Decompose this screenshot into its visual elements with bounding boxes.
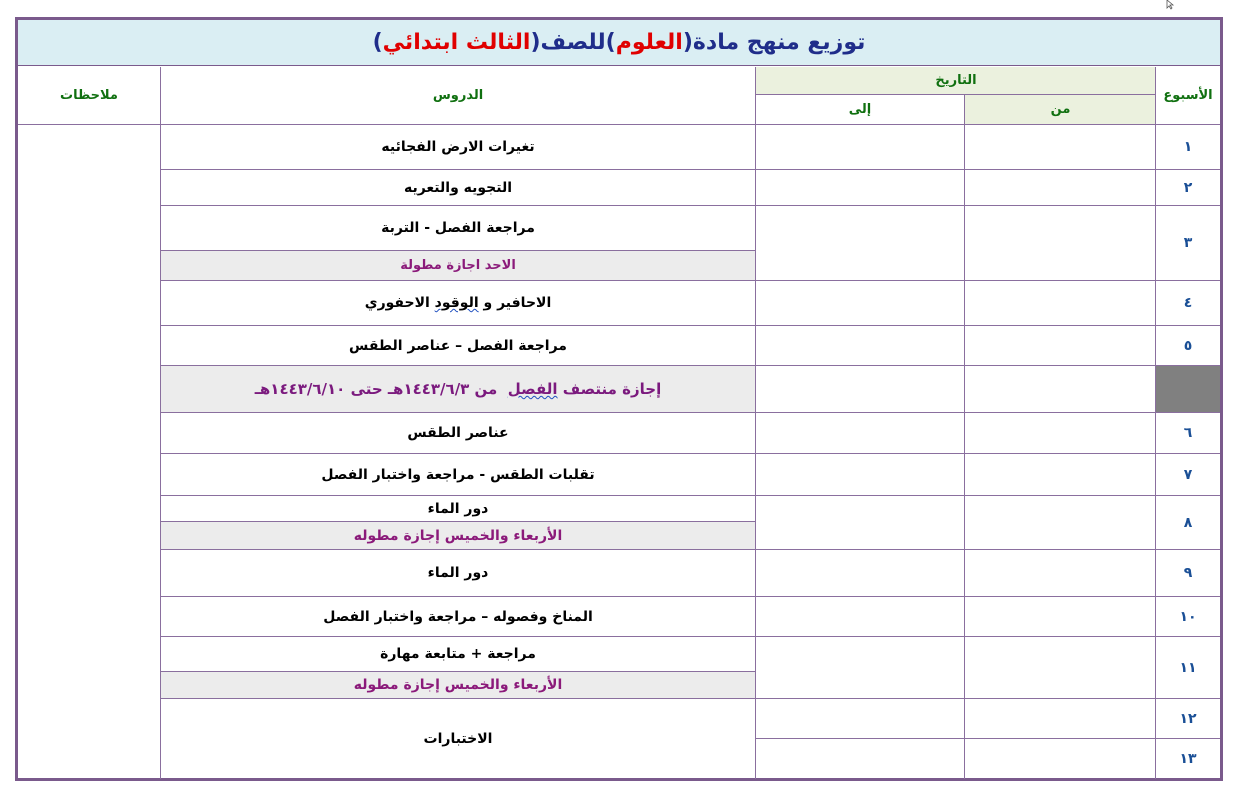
- grid-line: [161, 453, 1220, 454]
- grid-line: [161, 671, 755, 672]
- grid-line: [160, 67, 161, 779]
- grid-line: [161, 325, 1220, 326]
- header-notes: ملاحظات: [60, 88, 118, 103]
- header-from: من: [965, 95, 1156, 124]
- grid-line: [18, 124, 1220, 125]
- lesson-cell: [161, 281, 755, 325]
- grid-line: [755, 67, 756, 779]
- holiday-text: الفصل: [507, 380, 558, 398]
- week-number: ٥: [1183, 337, 1193, 354]
- header-week: الأسبوع: [1163, 88, 1213, 103]
- lesson-cell: التجويه والتعريه: [403, 179, 513, 196]
- lesson-cell: عناصر الطقس: [407, 425, 509, 441]
- holiday-note: الأربعاء والخميس إجازة مطوله: [161, 672, 755, 698]
- grid-line: [964, 95, 965, 779]
- grid-line: [161, 636, 1220, 637]
- lesson-cell: الاختبارات: [423, 731, 493, 747]
- grid-line: [161, 412, 1220, 413]
- week-number: ٤: [1183, 295, 1193, 311]
- holiday-text: من ١٤٤٣/٦/٣هـ حتى ١٤٤٣/٦/١٠هـ: [254, 380, 508, 398]
- page-title: [15, 17, 1223, 66]
- grid-line: [756, 94, 1156, 95]
- mouse-cursor-icon: [1166, 0, 1180, 10]
- title-text: توزيع منهج مادة: [692, 30, 866, 55]
- mid-term-holiday: [161, 366, 755, 412]
- week-number: ١: [1183, 139, 1193, 155]
- grid-line: [161, 365, 1220, 366]
- week-number: ٣: [1183, 235, 1193, 251]
- lesson-cell: تغيرات الارض الفجائيه: [381, 139, 535, 155]
- week-number: ٨: [1183, 514, 1193, 531]
- holiday-note: الأربعاء والخميس إجازة مطوله: [161, 522, 755, 549]
- week-number: ١٣: [1179, 751, 1197, 767]
- lesson-text: الوقود: [434, 295, 479, 311]
- grid-line: [161, 521, 755, 522]
- grid-line: [161, 280, 1220, 281]
- title-subject: العلوم: [615, 30, 683, 55]
- header-to: إلى: [848, 102, 872, 117]
- holiday-text: إجازة منتصف: [557, 380, 662, 398]
- title-paren: (: [530, 30, 541, 55]
- grid-line: [161, 205, 1220, 206]
- header-lessons: الدروس: [432, 88, 484, 103]
- lesson-text: الاحفوري: [364, 295, 435, 311]
- header-date: التاريخ: [756, 67, 1156, 94]
- week-number: ١١: [1179, 659, 1197, 676]
- week-number: ٦: [1183, 425, 1193, 441]
- week-number: ٩: [1183, 565, 1193, 581]
- lesson-cell: مراجعة + متابعة مهارة: [380, 646, 536, 662]
- title-paren: ): [605, 30, 616, 55]
- grid-line: [161, 698, 1220, 699]
- lesson-cell: المناخ وفصوله – مراجعة واختبار الفصل: [323, 608, 593, 625]
- lesson-text: الاحافير و: [478, 295, 552, 311]
- week-number: ٢: [1183, 179, 1193, 196]
- grid-line: [1155, 67, 1156, 779]
- title-paren: (: [682, 30, 693, 55]
- week-number: ١٠: [1179, 608, 1197, 625]
- lesson-cell: مراجعة الفصل - التربة: [381, 220, 535, 236]
- grid-line: [161, 495, 1220, 496]
- title-grade: الثالث ابتدائي: [382, 30, 531, 55]
- grid-line: [161, 169, 1220, 170]
- lesson-cell: مراجعة الفصل – عناصر الطقس: [349, 337, 567, 354]
- week-number: ١٢: [1179, 710, 1197, 727]
- lesson-cell: دور الماء: [427, 565, 489, 581]
- grid-line: [756, 738, 1220, 739]
- grid-line: [161, 250, 755, 251]
- title-paren: ): [372, 30, 383, 55]
- holiday-week-block: [1156, 366, 1220, 412]
- week-number: ٧: [1183, 466, 1193, 483]
- lesson-cell: تقلبات الطقس - مراجعة واختبار الفصل: [321, 466, 595, 483]
- grid-line: [161, 549, 1220, 550]
- holiday-note: الاحد اجازة مطولة: [161, 251, 755, 280]
- grid-line: [161, 596, 1220, 597]
- title-grade-label: للصف: [540, 30, 606, 55]
- lesson-cell: دور الماء: [427, 500, 489, 517]
